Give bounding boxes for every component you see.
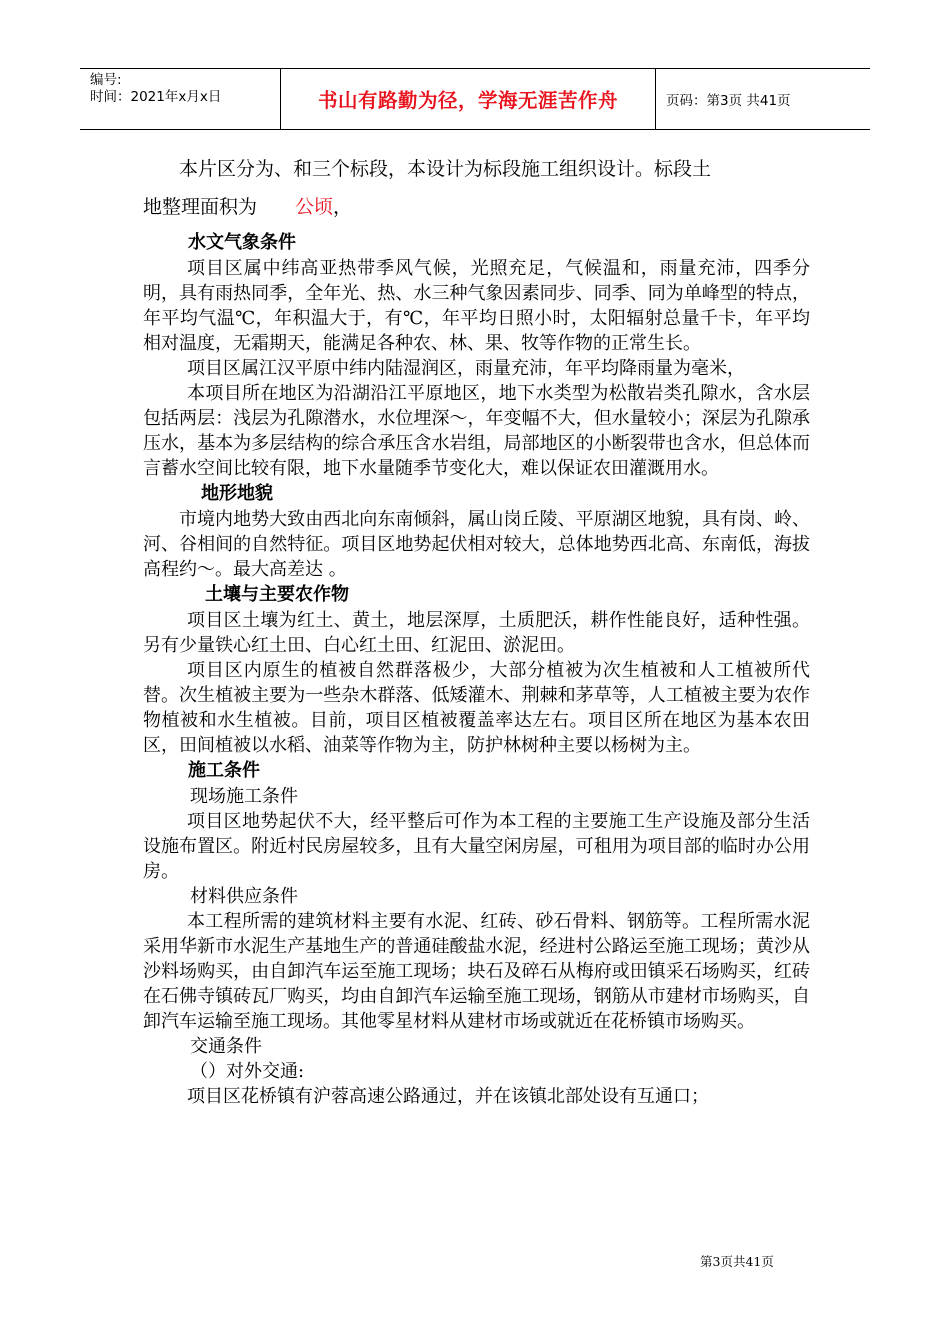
- paragraph-material-1: 本工程所需的建筑材料主要有水泥、红砖、砂石骨料、钢筋等。工程所需水泥采用华新市水泥生产基地生产的普通硅酸盐水泥，经进村公路运至施工现场；黄沙从沙料场购买，由自卸汽车运至施工现场；块石及碎石从梅府或田镇采石场购买，红砖在石佛寺镇砖瓦厂购买，均由自卸汽车运输至施工现场，钢筋从市建材市场购买，自卸汽车运输至施工现场。其他零星材料从建材市场或就近在花桥镇市场购买。: [143, 911, 810, 1032]
- section-heading-soil: 土壤与主要农作物: [205, 584, 349, 605]
- paragraph-traffic-1: 项目区花桥镇有沪蓉高速公路通过，并在该镇北部处设有互通口；: [187, 1086, 709, 1107]
- section-heading-construction: 施工条件: [188, 760, 260, 781]
- section-heading-hydro: 水文气象条件: [188, 232, 296, 253]
- paragraph-hydro-2: 项目区属江汉平原中纬内陆湿润区，雨量充沛，年平均降雨量为毫米，: [187, 358, 745, 379]
- paragraph-soil-1: 项目区土壤为红土、黄土，地层深厚，土质肥沃，耕作性能良好，适种性强。另有少量铁心红土田、白心红土田、红泥田、淤泥田。: [143, 610, 810, 656]
- paragraph-soil-2: 项目区内原生的植被自然群落极少，大部分植被为次生植被和人工植被所代替。次生植被主要为一些杂木群落、低矮灌木、荆棘和茅草等，人工植被主要为农作物植被和水生植被。目前，项目区植被覆盖率达左右。项目区所在地区为基本农田区，田间植被以水稻、油菜等作物为主，防护林树种主要以杨树为主。: [143, 660, 810, 756]
- intro-line-1: 本片区分为、和三个标段，本设计为标段施工组织设计。标段土: [179, 158, 712, 180]
- subheading-external-traffic: （）对外交通:: [190, 1061, 305, 1082]
- intro-comma: ，: [333, 196, 353, 218]
- document-body: [143, 150, 810, 1109]
- header-page-info: 页码：第3页 共41页: [666, 93, 791, 109]
- page-header: [80, 68, 870, 130]
- paragraph-hydro-3: 本项目所在地区为沿湖沿江平原地区，地下水类型为松散岩类孔隙水，含水层包括两层：浅层为孔隙潜水，水位埋深～，年变幅不大，但水量较小；深层为孔隙承压水，基本为多层结构的综合承压含水岩组，局部地区的小断裂带也含水，但总体而言蓄水空间比较有限，地下水量随季节变化大，难以保证农田灌溉用水。: [143, 383, 810, 479]
- header-motto: 书山有路勤为径，学海无涯苦作舟: [317, 89, 618, 112]
- section-heading-terrain: 地形地貌: [201, 483, 273, 504]
- paragraph-terrain-1: 市境内地势大致由西北向东南倾斜，属山岗丘陵、平原湖区地貌，具有岗、岭、河、谷相间的自然特征。项目区地势起伏相对较大，总体地势西北高、东南低，海拔高程约～。最大高差达 。: [143, 509, 810, 580]
- intro-area-unit: 公顷: [295, 196, 334, 218]
- header-meta: [90, 72, 276, 106]
- paragraph-hydro-1: 项目区属中纬高亚热带季风气候，光照充足，气候温和，雨量充沛，四季分明，具有雨热同季，全年光、热、水三种气象因素同步、同季、同为单峰型的特点，年平均气温℃，年积温大于，有℃，年平均日照小时，太阳辐射总量千卡，年平均相对温度，无霜期天，能满足各种农、林、果、牧等作物的正常生长。: [143, 258, 810, 354]
- intro-area-label: 地整理面积为: [143, 196, 258, 218]
- subheading-traffic: 交通条件: [190, 1036, 262, 1057]
- intro-line-2: [143, 188, 810, 226]
- document-number-label: 编号:: [90, 72, 122, 88]
- paragraph-site-1: 项目区地势起伏不大，经平整后可作为本工程的主要施工生产设施及部分生活设施布置区。附近村民房屋较多，且有大量空闲房屋，可租用为项目部的临时办公用房。: [143, 811, 810, 882]
- subheading-site: 现场施工条件: [190, 786, 298, 807]
- document-time-label: 时间：2021年x月x日: [90, 89, 222, 105]
- page-footer: 第3页共41页: [700, 1254, 774, 1269]
- subheading-material: 材料供应条件: [190, 886, 298, 907]
